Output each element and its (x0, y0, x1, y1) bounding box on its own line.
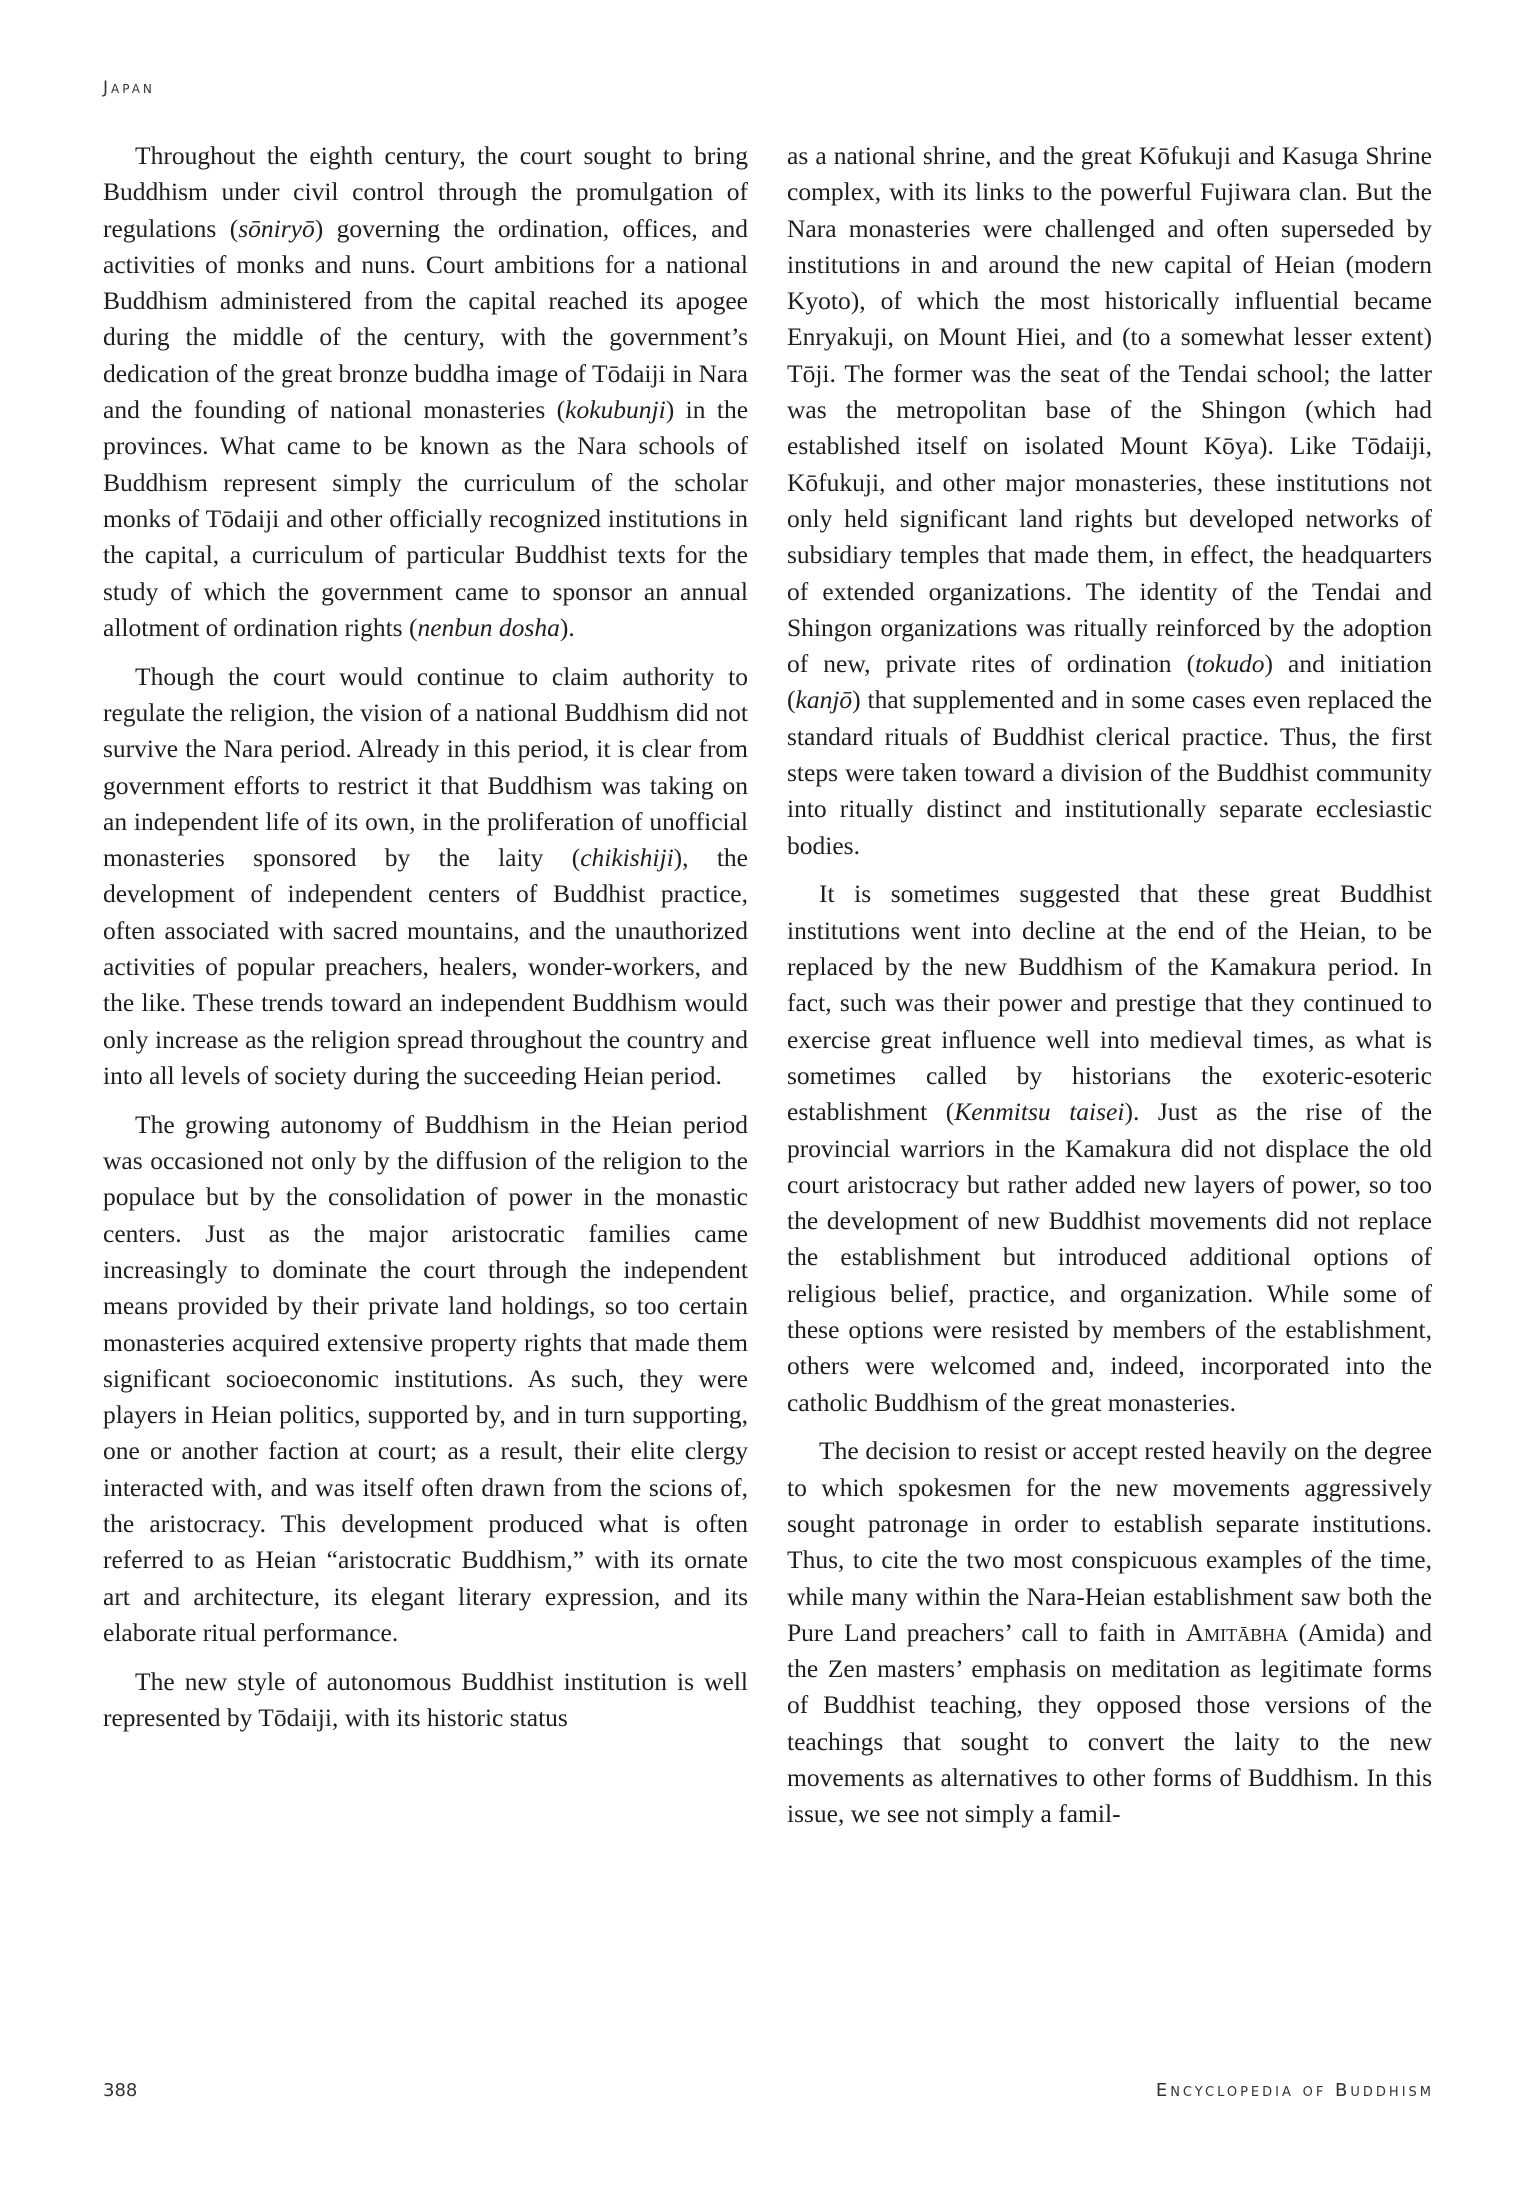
text-run: The new style of autonomous Buddhist institution is well represented by Tōdaiji, with its historic status (103, 1666, 748, 1732)
paragraph (103, 138, 748, 646)
small-caps-term: Amitābha (1185, 1617, 1289, 1647)
paragraph (103, 1664, 748, 1737)
running-head: Japan (103, 78, 155, 98)
text-run: ) governing the ordination, offices, and activities of monks and nuns. Court ambitions for a national Buddhism administered from the capital reached its apogee during the middle of the century, with the government’s dedication of the great bronze buddha image of Tōdaiji in Nara and the founding of national monasteries ( (103, 213, 748, 425)
text-run: Though the court would continue to claim authority to regulate the religion, the vision of a national Buddhism did not survive the Nara period. Already in this period, it is clear from government efforts to restrict it that Buddhism was taking on an independent life of its own, in the proliferation of unofficial monasteries sponsored by the laity ( (103, 661, 748, 873)
italic-term: nenbun dosha (417, 612, 560, 642)
paragraph (103, 1107, 748, 1651)
text-run: ). (559, 612, 575, 642)
italic-term: sōniryō (238, 213, 315, 243)
text-run: ) and initiation ( (787, 649, 1432, 715)
text-run: ). Just as the rise of the provincial warriors in the Kamakura did not displace the old court aristocracy but rather added new layers of power, so too the development of new Buddhist movements did not replace the establishment but introduced additional options of religious belief, practice, and organization. While some of these options were resisted by members of the establishment, others were welcomed and, indeed, incorporated into the catholic Buddhism of the great monasteries. (787, 1097, 1433, 1417)
text-run: Throughout the eighth century, the court sought to bring Buddhism under civil control through the promulgation of regulations ( (103, 141, 748, 243)
text-run: The growing autonomy of Buddhism in the Heian period was occasioned not only by the diffusion of the religion to the populace but by the consolidation of power in the monastic centers. Just as the major aristocratic families came increasingly to dominate the court through the independent means provided by their private land holdings, so too certain monasteries acquired extensive property rights that made them significant socioeconomic institutions. As such, they were players in Heian politics, supported by, and in turn supporting, one or another faction at court; as a result, their elite clergy interacted with, and was itself often drawn from the scions of, the aristocracy. This development produced what is often referred to as Heian “aristocratic Buddhism,” with its ornate art and architecture, its elegant literary expression, and its elaborate ritual performance. (103, 1109, 748, 1647)
text-run: (Amida) and the Zen masters’ emphasis on meditation as legitimate forms of Buddhist teaching, they opposed those versions of the teachings that sought to convert the laity to the new movements as alternatives to other forms of Buddhism. In this issue, we see not simply a famil- (787, 1617, 1432, 1829)
text-run: as a national shrine, and the great Kōfukuji and Kasuga Shrine complex, with its links to the powerful Fujiwara clan. But the Nara monasteries were challenged and often superseded by institutions in and around the new capital of Heian (modern Kyoto), of which the most historically influential became Enryakuji, on Mount Hiei, and (to a somewhat lesser extent) Tōji. The former was the seat of the Tendai school; the latter was the metropolitan base of the Shingon (which had established itself on isolated Mount Kōya). Like Tōdaiji, Kōfukuji, and other major monasteries, these institutions not only held significant land rights but developed networks of subsidiary temples that made them, in effect, the headquarters of extended organizations. The identity of the Tendai and Shingon organizations was ritually reinforced by the adoption of new, private rites of ordination ( (787, 141, 1432, 679)
paragraph (787, 138, 1432, 864)
book-title-footer: Encyclopedia of Buddhism (1155, 2080, 1434, 2101)
italic-term: Kenmitsu taisei (954, 1097, 1125, 1127)
text-run: ) in the provinces. What came to be known as the Nara schools of Buddhism represent simply the curriculum of the scholar monks of Tōdaiji and other officially recognized institutions in the capital, a curriculum of particular Buddhist texts for the study of which the government came to sponsor an annual allotment of ordination rights ( (103, 395, 749, 642)
text-run: It is sometimes suggested that these great Buddhist institutions went into decline at the end of the Heian, to be replaced by the new Buddhism of the Kamakura period. In fact, such was their power and prestige that they continued to exercise great influence well into medieval times, as what is sometimes called by historians the exoteric-esoteric establishment ( (787, 879, 1432, 1127)
italic-term: kokubunji (565, 395, 666, 425)
italic-term: chikishiji (580, 843, 674, 873)
text-run: The decision to resist or accept rested heavily on the degree to which spokesmen for the new movements aggressively sought patronage in order to establish separate institutions. Thus, to cite the two most conspicuous examples of the time, while many within the Nara-Heian establishment saw both the Pure Land preachers’ call to faith in (787, 1436, 1432, 1647)
paragraph (103, 659, 748, 1095)
page-number: 388 (103, 2080, 138, 2101)
italic-term: tokudo (1195, 649, 1265, 679)
paragraph (787, 876, 1432, 1420)
text-run: ) that supplemented and in some cases even replaced the standard rituals of Buddhist clerical practice. Thus, the first steps were taken toward a division of the Buddhist community into ritually distinct and institutionally separate ecclesiastic bodies. (787, 685, 1432, 860)
right-column (787, 138, 1432, 1833)
italic-term: kanjō (795, 685, 853, 715)
left-column (103, 138, 748, 1736)
text-run: ), the development of independent centers of Buddhist practice, often associated with sacred mountains, and the unauthorized activities of popular preachers, healers, wonder-workers, and the like. These trends toward an independent Buddhism would only increase as the religion spread throughout the country and into all levels of society during the succeeding Heian period. (103, 843, 748, 1090)
paragraph (787, 1433, 1432, 1832)
